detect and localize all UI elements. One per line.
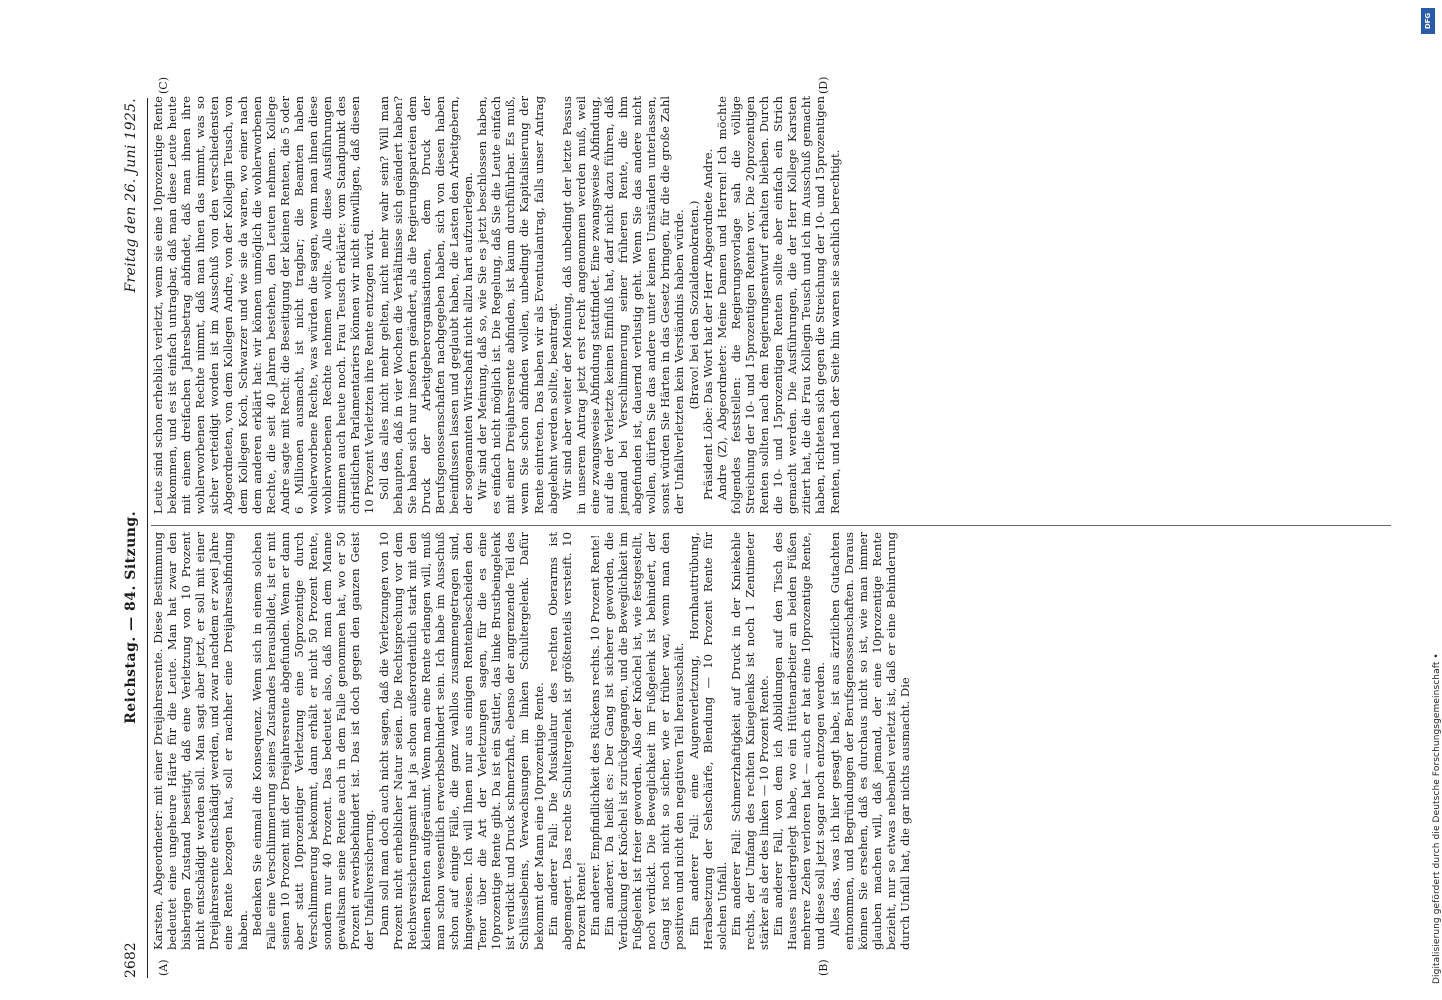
rotated-page xyxy=(117,76,1417,978)
paragraph: Leute sind schon erheblich verletzt, wenn sie eine 10prozentige Rente bekommen, und es ist einfach untragbar, daß man diese Leute heute mit einem dreifachen Jahresbetrag abfindet, daß man ihnen ihre wohlerworbenen Rechte nimmt, daß man ihnen das nimmt, was so sicher verteidigt worden ist im Ausschuß von den verschiedensten Abgeordneten, von dem Kollegen Andre, von der Kollegin Teusch, von dem Kollegen Koch, Schwarzer und wie sie da waren, wo einer nach dem anderen erklärt hat: wir können unmöglich die wohlerworbenen Rechte, die seit 40 Jahren bestehen, den Leuten nehmen. Kollege Andre sagte mit Recht: die Beseitigung der kleinen Renten, die 5 oder 6 Millionen ausmacht, ist nicht tragbar; die Beamten haben wohlerworbene Rechte, was würden die sagen, wenn man ihnen diese wohlerworbenen Rechte nehmen wollte. Alle diese Ausführungen stimmen auch heute noch. Frau Teusch erklärte: vom Standpunkt des christlichen Parlamentariers können wir nicht einwilligen, daß diesen 10 Prozent Verletzten ihre Rente entzogen wird. xyxy=(151,96,377,514)
paragraph: Ein anderer. Da heißt es: Der Gang ist sicherer geworden, die Verdickung der Knöchel ist zurückgegangen, und die Beweglichkeit im Fußgelenk ist freier geworden. Also der Knöchel ist, wie festgestellt, noch verdickt. Die Beweglichkeit im Fußgelenk ist behindert, der Gang ist noch nicht so sicher, wie er früher war, wenn man den positiven und nicht den negativen Teil herausschält. xyxy=(602,532,687,950)
margin-mark-d: (D) xyxy=(817,76,830,94)
paragraph: Ein anderer Fall: Schmerzhaftigkeit auf Druck in der Kniekehle rechts, der Umfang des rechten Kniegelenks ist noch 1 Zentimeter stärker als der des linken — 10 Prozent Rente. xyxy=(728,532,772,950)
column-divider xyxy=(151,525,1391,526)
page-number: 2682 xyxy=(123,942,139,978)
paragraph: Ein anderer Fall: eine Augenverletzung, Hornhauttrübung, Herabsetzung der Sehschärfe, Blendung — 10 Prozent Rente für solchen Unfall. xyxy=(686,532,729,950)
paragraph: Dann soll man doch auch nicht sagen, daß die Verletzungen von 10 Prozent nicht erheblicher Natur seien. Die Rechtsprechung vor dem Reichsversicherungsamt hat ja schon außerordentlich stark mit den kleinen Renten aufgeräumt. Wenn man eine Rente erlangen will, muß man schon wesentlich erwerbsbehindert sein. Ich habe im Ausschuß schon auf einige Fälle, die ganz wahllos zusammengetragen sind, hingewiesen. Ich will Ihnen nur aus einigen Rentenbescheiden den Tenor über die Art der Verletzungen sagen, für die es eine 10prozentige Rente gibt. Da ist ein Sattler, das linke Brustbeingelenk ist verdickt und Druck schmerzhaft, ebenso der angrenzende Teil des Schlüsselbeins, Verwachsungen im linken Schultergelenk. Dafür bekommt der Mann eine 10prozentige Rente. xyxy=(376,532,546,950)
paragraph: Wir sind der Meinung, daß so, wie Sie es jetzt beschlossen haben, es einfach nicht möglich ist. Die Regelung, daß Sie die Leute einfach mit einer Dreijahresrente abfinden, ist kaum durchführbar. Es muß, wenn Sie schon abfinden wollen, unbedingt die Kapitalisierung der Rente eintreten. Das haben wir als Eventualantrag, falls unser Antrag abgelehnt werden sollte, beantragt. xyxy=(475,96,560,514)
paragraph: Wir sind aber weiter der Meinung, daß unbedingt der letzte Passus in unserem Antrag jetzt erst recht angenommen werden muß, weil eine zwangsweise Abfindung stattfindet. Eine zwangsweise Abfindung, auf die der Verletzte keinen Einfluß hat, darf nicht dazu führen, daß jemand bei Verschlimmerung seiner früheren Rente, die ihm abgefunden ist, dauernd verlustig geht. Wenn Sie das andere nicht wollen, dürfen Sie das andere unter keinen Umständen unterlassen, sonst würden Sie Härten in das Gesetz bringen, für die die große Zahl der Unfallverletzten kein Verständnis haben würde. xyxy=(559,96,687,514)
margin-mark-a: (A) xyxy=(157,959,170,976)
paragraph: Alles das, was ich hier gesagt habe, ist aus ärztlichen Gutachten entnommen, und Begründungen der Berufsgenossenschaften. Daraus können Sie ersehen, daß es durchaus nicht so ist, wie man immer glauben machen will, daß jemand, der eine 10prozentige Rente bezieht, nur so etwas nebenbei verletzt ist, daß er eine Behinderung durch Unfall hat, die gar nichts ausmacht. Die xyxy=(827,532,912,950)
paragraph: (Bravo! bei den Sozialdemokraten.) xyxy=(686,200,701,410)
paragraph: Andre (Z), Abgeordneter: Meine Damen und Herren! Ich möchte folgendes feststellen: die Regierungsvorlage sah die völlige Streichung der 10- und 15prozentigen Renten vor. Die 20prozentigen Renten sollten nach dem Regierungsentwurf erhalten bleiben. Durch die 10- und 15prozentigen Renten sollte aber einfach ein Strich gemacht werden. Die Ausführungen, die der Herr Kollege Karsten zitiert hat, die die Frau Kollegin Teusch und ich im Ausschuß gemacht haben, richteten sich gegen die Streichung der 10- und 15prozentigen Renten, und nach der Seite hin waren sie sachlich berechtigt. xyxy=(714,96,842,514)
credit-text: Digitalisierung gefördert durch die Deutsche Forschungsgemeinschaft • xyxy=(1432,653,1442,984)
paragraph: Ein anderer. Empfindlichkeit des Rückens rechts. 10 Prozent Rente! xyxy=(587,534,602,936)
margin-mark-c: (C) xyxy=(157,77,170,94)
right-column xyxy=(151,96,1391,514)
paragraph: Präsident Löbe: Das Wort hat der Herr Abgeordnete Andre. xyxy=(700,148,715,500)
paragraph: Karsten, Abgeordneter: mit einer Dreijahresrente. Diese Bestimmung bedeutet eine ungeheure Härte für die Leute. Man hat zwar den bisherigen Zustand beseitigt, daß eine Verletzung von 10 Prozent nicht entschädigt werden soll. Man sagt aber jetzt, er soll mit einer Dreijahresrente entschädigt werden, und zwar nachdem er zwei Jahre eine Rente bezogen hat, soll er nachher eine Dreijahresabfindung haben. xyxy=(151,532,250,950)
page-header xyxy=(117,98,145,978)
margin-mark-b: (B) xyxy=(817,959,830,976)
session-date: Freitag den 26. Juni 1925. xyxy=(123,98,139,293)
dfg-logo-icon xyxy=(1421,8,1435,34)
session-title: Reichstag. — 84. Sitzung. xyxy=(123,510,139,724)
digitization-credit xyxy=(1418,8,1442,988)
paragraph: Ein anderer Fall: Die Muskulatur des rechten Oberarms ist abgemagert. Das rechte Schultergelenk ist größtenteils versteift. 10 Prozent Rente! xyxy=(545,532,588,950)
header-rule xyxy=(147,98,148,978)
left-column xyxy=(151,532,1391,950)
paragraph: Bedenken Sie einmal die Konsequenz. Wenn sich in einem solchen Falle eine Verschlimmerung seines Zustandes herausbildet, ist er mit seinen 10 Prozent mit der Dreijahresrente abgefunden. Wenn er dann aber statt 10prozentiger Verletzung eine 50prozentige durch Verschlimmerung bekommt, dann erhält er nicht 50 Prozent Rente, sondern nur 40 Prozent. Das bedeutet also, daß man dem Manne gewaltsam seine Rente auch in dem Falle genommen hat, wo er 50 Prozent erwerbsbehindert ist. Das ist doch gegen den ganzen Geist der Unfallversicherung. xyxy=(249,532,377,950)
paragraph: Soll das alles nicht mehr gelten, nicht mehr wahr sein? Will man behaupten, daß in vier Wochen die Verhältnisse sich geändert haben? Sie haben sich nur insofern geändert, als die Regierungsparteien dem Druck der Arbeitgeberorganisationen, dem Druck der Berufsgenossenschaften nachgegeben haben, sich von diesen haben beeinflussen lassen und geglaubt haben, die Lasten den Arbeitgebern, der sogenannten Wirtschaft nicht allzu hart aufzuerlegen. xyxy=(376,96,476,514)
paragraph: Ein anderer Fall, von dem ich Abbildungen auf den Tisch des Hauses niedergelegt habe, wo ein Hüttenarbeiter an beiden Füßen mehrere Zehen verloren hat — auch er hat eine 10prozentige Rente, und diese soll jetzt sogar noch entzogen werden. xyxy=(771,532,828,950)
dfg-logo-text: DFG xyxy=(1424,12,1432,30)
